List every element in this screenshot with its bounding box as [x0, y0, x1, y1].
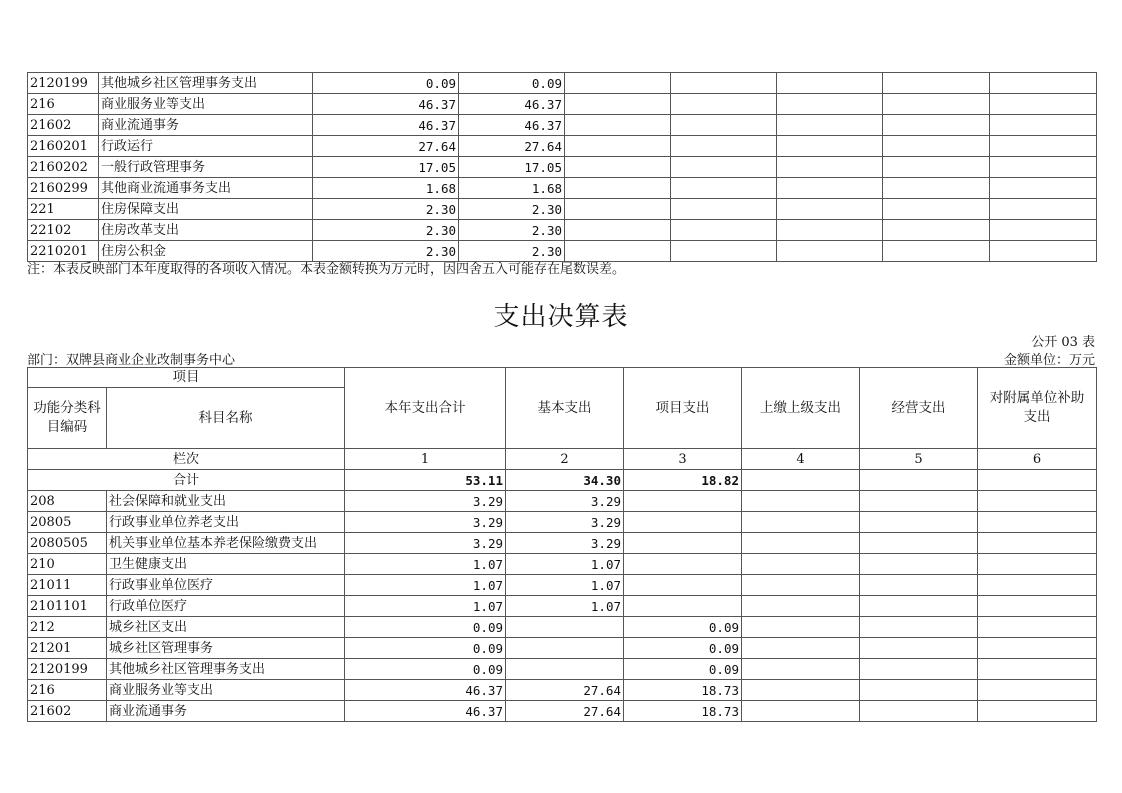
basic-amount: 27.64: [506, 701, 624, 722]
upper-amount: [742, 491, 860, 512]
total-amount: 1.07: [345, 596, 506, 617]
subsidy-amount: [978, 617, 1097, 638]
total-amount: 46.37: [345, 701, 506, 722]
empty-cell: [565, 94, 671, 115]
subject-code: 21011: [28, 575, 107, 596]
basic-amount: 1.07: [506, 596, 624, 617]
empty-cell: [990, 178, 1097, 199]
amount-cell: 27.64: [313, 136, 459, 157]
empty-cell: [990, 157, 1097, 178]
total-basic: 34.30: [506, 470, 624, 491]
subject-name: 行政事业单位养老支出: [107, 512, 345, 533]
subject-name: 商业服务业等支出: [107, 680, 345, 701]
table-note: 注：本表反映部门本年度取得的各项收入情况。本表金额转换为万元时，因四舍五入可能存在尾数误差。: [27, 262, 626, 277]
empty-cell: [777, 178, 883, 199]
table-row: [28, 575, 1097, 596]
empty-cell: [883, 199, 990, 220]
empty-cell: [777, 241, 883, 262]
header-func-code: 功能分类科目编码: [28, 388, 107, 449]
table-row: [28, 94, 1097, 115]
subsidy-amount: [978, 659, 1097, 680]
upper-amount: [742, 512, 860, 533]
amount-cell: 0.09: [459, 73, 565, 94]
column-number: 1: [345, 449, 506, 470]
column-number: 6: [978, 449, 1097, 470]
business-amount: [860, 554, 978, 575]
column-number: 4: [742, 449, 860, 470]
empty-cell: [777, 136, 883, 157]
subject-code: 21602: [28, 115, 99, 136]
upper-amount: [742, 596, 860, 617]
header-subject-name: 科目名称: [107, 388, 345, 449]
total-amount: 1.07: [345, 575, 506, 596]
empty-cell: [671, 73, 777, 94]
business-amount: [860, 617, 978, 638]
empty-cell: [883, 220, 990, 241]
subject-code: 2120199: [28, 73, 99, 94]
upper-amount: [742, 701, 860, 722]
subject-code: 2210201: [28, 241, 99, 262]
header-project: 项目支出: [624, 368, 742, 449]
column-number-row: [28, 449, 1097, 470]
subsidy-amount: [978, 512, 1097, 533]
subject-name: 住房保障支出: [99, 199, 313, 220]
empty-cell: [777, 157, 883, 178]
total-amount: 0.09: [345, 659, 506, 680]
basic-amount: [506, 659, 624, 680]
total-amount: 3.29: [345, 512, 506, 533]
basic-amount: 1.07: [506, 554, 624, 575]
subsidy-amount: [978, 638, 1097, 659]
amount-cell: 2.30: [459, 241, 565, 262]
table-row: [28, 533, 1097, 554]
column-number: 3: [624, 449, 742, 470]
subject-code: 216: [28, 680, 107, 701]
subject-code: 2080505: [28, 533, 107, 554]
subject-code: 2120199: [28, 659, 107, 680]
upper-amount: [742, 575, 860, 596]
subject-code: 210: [28, 554, 107, 575]
total-amount: 46.37: [345, 680, 506, 701]
basic-amount: 3.29: [506, 491, 624, 512]
header-item: 项目: [28, 368, 345, 388]
table-row: [28, 596, 1097, 617]
empty-cell: [777, 199, 883, 220]
total-amount: 0.09: [345, 638, 506, 659]
amount-cell: 46.37: [313, 115, 459, 136]
amount-cell: 27.64: [459, 136, 565, 157]
subject-name: 卫生健康支出: [107, 554, 345, 575]
total-business: [860, 470, 978, 491]
subsidy-amount: [978, 554, 1097, 575]
basic-amount: 1.07: [506, 575, 624, 596]
subject-code: 212: [28, 617, 107, 638]
subsidy-amount: [978, 701, 1097, 722]
business-amount: [860, 512, 978, 533]
upper-amount: [742, 533, 860, 554]
amount-unit-label: 金额单位：万元: [1003, 353, 1095, 368]
expenditure-table: [27, 367, 1097, 722]
income-table-continuation: [27, 72, 1097, 262]
subject-name: 商业流通事务: [107, 701, 345, 722]
amount-cell: 2.30: [313, 220, 459, 241]
upper-amount: [742, 638, 860, 659]
project-amount: 18.73: [624, 680, 742, 701]
basic-amount: [506, 617, 624, 638]
empty-cell: [990, 115, 1097, 136]
empty-cell: [671, 241, 777, 262]
subject-code: 22102: [28, 220, 99, 241]
table-row: [28, 115, 1097, 136]
project-amount: [624, 533, 742, 554]
department-label: 部门：双牌县商业企业改制事务中心: [27, 353, 236, 368]
total-subsidy: [978, 470, 1097, 491]
table-row: [28, 73, 1097, 94]
column-number: 2: [506, 449, 624, 470]
header-business: 经营支出: [860, 368, 978, 449]
empty-cell: [990, 220, 1097, 241]
subject-code: 221: [28, 199, 99, 220]
empty-cell: [883, 73, 990, 94]
table-row: [28, 701, 1097, 722]
table-row: [28, 136, 1097, 157]
header-row-item: [28, 368, 1097, 388]
empty-cell: [671, 115, 777, 136]
basic-amount: 3.29: [506, 533, 624, 554]
empty-cell: [565, 178, 671, 199]
page-title: 支出决算表: [493, 302, 629, 332]
table-row: [28, 199, 1097, 220]
subsidy-amount: [978, 533, 1097, 554]
project-amount: 0.09: [624, 617, 742, 638]
subject-code: 21201: [28, 638, 107, 659]
total-amount: 3.29: [345, 491, 506, 512]
empty-cell: [565, 136, 671, 157]
column-number: 5: [860, 449, 978, 470]
subject-code: 2160201: [28, 136, 99, 157]
header-basic: 基本支出: [506, 368, 624, 449]
empty-cell: [777, 73, 883, 94]
form-code: 公开 03 表: [1031, 335, 1095, 350]
subject-name: 其他城乡社区管理事务支出: [107, 659, 345, 680]
amount-cell: 46.37: [459, 115, 565, 136]
empty-cell: [990, 94, 1097, 115]
amount-cell: 17.05: [313, 157, 459, 178]
subject-code: 208: [28, 491, 107, 512]
subject-name: 其他城乡社区管理事务支出: [99, 73, 313, 94]
subject-name: 行政单位医疗: [107, 596, 345, 617]
empty-cell: [777, 220, 883, 241]
header-subsidy: 对附属单位补助支出: [978, 368, 1097, 449]
empty-cell: [565, 220, 671, 241]
total-amount: 3.29: [345, 533, 506, 554]
business-amount: [860, 638, 978, 659]
empty-cell: [990, 136, 1097, 157]
total-project: 18.82: [624, 470, 742, 491]
empty-cell: [565, 157, 671, 178]
subject-name: 行政事业单位医疗: [107, 575, 345, 596]
total-amount: 1.07: [345, 554, 506, 575]
column-label: 栏次: [28, 449, 345, 470]
project-amount: [624, 512, 742, 533]
subject-name: 其他商业流通事务支出: [99, 178, 313, 199]
amount-cell: 2.30: [313, 241, 459, 262]
subject-code: 2101101: [28, 596, 107, 617]
subject-code: 21602: [28, 701, 107, 722]
project-amount: [624, 491, 742, 512]
table-row: [28, 638, 1097, 659]
project-amount: 0.09: [624, 659, 742, 680]
table-row: [28, 554, 1097, 575]
amount-cell: 2.30: [313, 199, 459, 220]
empty-cell: [671, 157, 777, 178]
subject-code: 2160202: [28, 157, 99, 178]
upper-amount: [742, 554, 860, 575]
amount-cell: 46.37: [459, 94, 565, 115]
subject-name: 行政运行: [99, 136, 313, 157]
empty-cell: [671, 178, 777, 199]
amount-cell: 17.05: [459, 157, 565, 178]
table-row: [28, 512, 1097, 533]
total-amount: 53.11: [345, 470, 506, 491]
upper-amount: [742, 659, 860, 680]
project-amount: [624, 575, 742, 596]
subject-code: 216: [28, 94, 99, 115]
empty-cell: [883, 94, 990, 115]
subject-name: 住房公积金: [99, 241, 313, 262]
table-row: [28, 617, 1097, 638]
amount-cell: 0.09: [313, 73, 459, 94]
basic-amount: [506, 638, 624, 659]
table-row: [28, 491, 1097, 512]
business-amount: [860, 659, 978, 680]
project-amount: [624, 554, 742, 575]
empty-cell: [565, 115, 671, 136]
subject-name: 一般行政管理事务: [99, 157, 313, 178]
subsidy-amount: [978, 680, 1097, 701]
upper-amount: [742, 680, 860, 701]
amount-cell: 1.68: [459, 178, 565, 199]
empty-cell: [883, 115, 990, 136]
project-amount: 18.73: [624, 701, 742, 722]
subject-name: 城乡社区管理事务: [107, 638, 345, 659]
basic-amount: 3.29: [506, 512, 624, 533]
project-amount: [624, 596, 742, 617]
subsidy-amount: [978, 596, 1097, 617]
subject-name: 商业流通事务: [99, 115, 313, 136]
subsidy-amount: [978, 575, 1097, 596]
empty-cell: [990, 73, 1097, 94]
total-upper: [742, 470, 860, 491]
amount-cell: 1.68: [313, 178, 459, 199]
empty-cell: [883, 241, 990, 262]
subject-code: 2160299: [28, 178, 99, 199]
subject-name: 社会保障和就业支出: [107, 491, 345, 512]
header-upper: 上缴上级支出: [742, 368, 860, 449]
subsidy-amount: [978, 491, 1097, 512]
table-row: [28, 178, 1097, 199]
empty-cell: [671, 94, 777, 115]
basic-amount: 27.64: [506, 680, 624, 701]
empty-cell: [883, 136, 990, 157]
subject-name: 商业服务业等支出: [99, 94, 313, 115]
business-amount: [860, 491, 978, 512]
table-row: [28, 220, 1097, 241]
empty-cell: [777, 94, 883, 115]
table-row: [28, 659, 1097, 680]
empty-cell: [565, 73, 671, 94]
empty-cell: [883, 178, 990, 199]
table-row: [28, 680, 1097, 701]
project-amount: 0.09: [624, 638, 742, 659]
header-total: 本年支出合计: [345, 368, 506, 449]
empty-cell: [671, 136, 777, 157]
empty-cell: [565, 199, 671, 220]
total-row: [28, 470, 1097, 491]
business-amount: [860, 575, 978, 596]
empty-cell: [883, 157, 990, 178]
amount-cell: 2.30: [459, 199, 565, 220]
amount-cell: 2.30: [459, 220, 565, 241]
business-amount: [860, 680, 978, 701]
empty-cell: [990, 241, 1097, 262]
empty-cell: [671, 220, 777, 241]
subject-name: 机关事业单位基本养老保险缴费支出: [107, 533, 345, 554]
empty-cell: [990, 199, 1097, 220]
empty-cell: [777, 115, 883, 136]
empty-cell: [671, 199, 777, 220]
business-amount: [860, 701, 978, 722]
table-row: [28, 157, 1097, 178]
subject-name: 城乡社区支出: [107, 617, 345, 638]
total-label: 合计: [28, 470, 345, 491]
subject-name: 住房改革支出: [99, 220, 313, 241]
business-amount: [860, 533, 978, 554]
amount-cell: 46.37: [313, 94, 459, 115]
subject-code: 20805: [28, 512, 107, 533]
business-amount: [860, 596, 978, 617]
total-amount: 0.09: [345, 617, 506, 638]
upper-amount: [742, 617, 860, 638]
